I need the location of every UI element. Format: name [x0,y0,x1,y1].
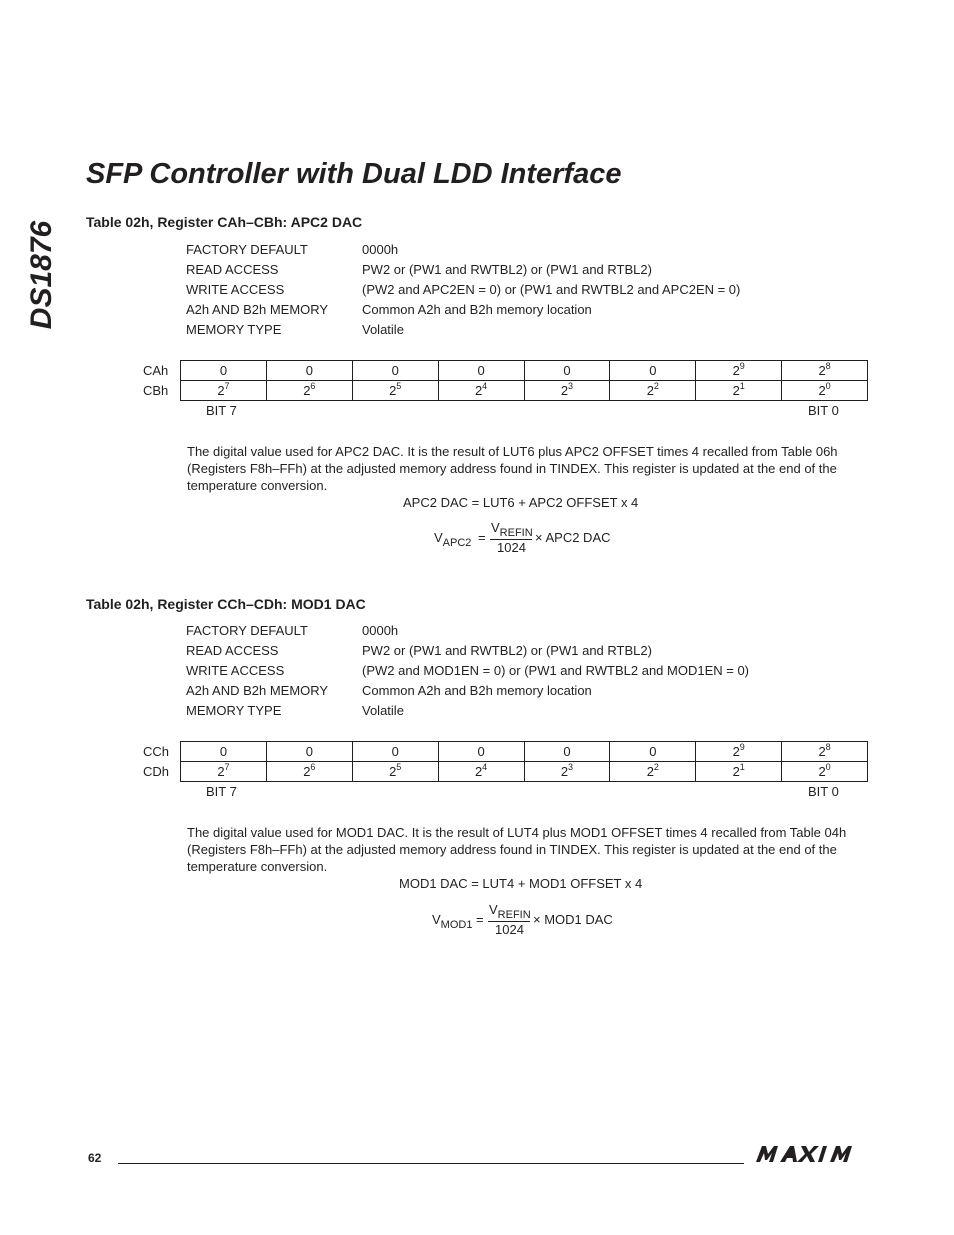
formula-equals: = [478,530,486,545]
bit-cell: 0 [610,742,696,762]
side-part-number [12,210,72,340]
side-part-number-text: DS1876 [25,220,58,330]
register-high-label: CCh [143,744,170,759]
property-value: (PW2 and APC2EN = 0) or (PW1 and RWTBL2 and APC2EN = 0) [362,282,741,297]
bit-cell: 0 [181,361,267,381]
property-key: WRITE ACCESS [186,282,285,297]
property-key: FACTORY DEFAULT [186,242,308,257]
formula-lhs: $V_{MOD1}$ [432,912,473,931]
bit-cell: 0 [352,361,438,381]
bit-cell: $2^9$ [696,742,782,762]
bit-table [180,360,868,401]
formula-denominator: 1024 [495,922,524,937]
bit-cell: $2^7$ [181,381,267,401]
formula-denominator: 1024 [497,540,526,555]
bit-cell: $2^0$ [782,762,868,782]
register-low-label: CBh [143,383,169,398]
bit-cell: 0 [266,361,352,381]
formula-tail: × MOD1 DAC [533,912,613,927]
bit-cell: $2^1$ [696,381,782,401]
property-key: READ ACCESS [186,643,279,658]
register-description: The digital value used for APC2 DAC. It is the result of LUT6 plus APC2 OFFSET times 4 recalled from Table 06h (Registers F8h–FFh) at the adjusted memory address found in TINDEX. This register is updated at the end of the temperature conversion. [187,444,838,493]
property-key: A2h AND B2h MEMORY [186,302,329,317]
bit-cell: $2^2$ [610,762,696,782]
register-low-label: CDh [143,764,170,779]
bit0-label: BIT 0 [808,784,839,799]
bit-cell: $2^7$ [181,762,267,782]
property-key: MEMORY TYPE [186,322,282,337]
bit-row-high [181,361,868,381]
formula-tail: × APC2 DAC [535,530,611,545]
bit-row-low [181,762,868,782]
bit-cell: $2^3$ [524,381,610,401]
footer-rule [118,1163,744,1164]
property-value: Common A2h and B2h memory location [362,683,592,698]
voltage-formula [434,520,634,556]
bit-row-low [181,381,868,401]
bit-cell: $2^5$ [352,762,438,782]
formula-equals: = [476,912,484,927]
bit-cell: 0 [181,742,267,762]
bit-cell: $2^6$ [266,762,352,782]
property-value: PW2 or (PW1 and RWTBL2) or (PW1 and RTBL2) [362,643,652,658]
bit-cell: $2^4$ [438,762,524,782]
property-key: FACTORY DEFAULT [186,623,308,638]
bit-cell: $2^6$ [266,381,352,401]
bit-cell: 0 [524,742,610,762]
bit-cell: $2^2$ [610,381,696,401]
document-title: SFP Controller with Dual LDD Interface [86,158,622,190]
property-key: READ ACCESS [186,262,279,277]
bit-cell: 0 [610,361,696,381]
bit0-label: BIT 0 [808,403,839,418]
page-number: 62 [88,1151,102,1165]
bit-row-high [181,742,868,762]
bit-cell: 0 [438,361,524,381]
property-key: A2h AND B2h MEMORY [186,683,329,698]
voltage-formula [432,902,632,938]
bit-cell: $2^0$ [782,381,868,401]
property-value: (PW2 and MOD1EN = 0) or (PW1 and RWTBL2 and MOD1EN = 0) [362,663,750,678]
section-heading: Table 02h, Register CCh–CDh: MOD1 DAC [86,596,366,612]
bit-cell: $2^5$ [352,381,438,401]
section-heading: Table 02h, Register CAh–CBh: APC2 DAC [86,214,363,230]
bit-cell: $2^9$ [696,361,782,381]
bit-cell: $2^4$ [438,381,524,401]
bit-cell: 0 [438,742,524,762]
bit-cell: $2^8$ [782,742,868,762]
bit-cell: $2^3$ [524,762,610,782]
bit-cell: $2^1$ [696,762,782,782]
bit-table [180,741,868,782]
bit7-label: BIT 7 [206,403,237,418]
property-value: Common A2h and B2h memory location [362,302,592,317]
property-key: WRITE ACCESS [186,663,285,678]
dac-equation: APC2 DAC = LUT6 + APC2 OFFSET x 4 [403,495,639,510]
bit-cell: 0 [266,742,352,762]
formula-numerator: $V_{REFIN}$ [489,902,531,921]
dac-equation: MOD1 DAC = LUT4 + MOD1 OFFSET x 4 [399,876,643,891]
property-value: 0000h [362,623,399,638]
bit-cell: $2^8$ [782,361,868,381]
property-key: MEMORY TYPE [186,703,282,718]
formula-numerator: $V_{REFIN}$ [491,520,533,539]
property-value: PW2 or (PW1 and RWTBL2) or (PW1 and RTBL2) [362,262,652,277]
property-value: Volatile [362,703,404,718]
maxim-logo-icon [754,1144,868,1164]
bit7-label: BIT 7 [206,784,237,799]
bit-cell: 0 [352,742,438,762]
register-high-label: CAh [143,363,169,378]
formula-lhs: $V_{APC2}$ [434,530,472,549]
property-value: Volatile [362,322,404,337]
register-description: The digital value used for MOD1 DAC. It is the result of LUT4 plus MOD1 OFFSET times 4 recalled from Table 04h (Registers F8h–FFh) at the adjusted memory address found in TINDEX. This register is updated at the end of the temperature conversion. [187,825,847,874]
property-value: 0000h [362,242,399,257]
bit-cell: 0 [524,361,610,381]
